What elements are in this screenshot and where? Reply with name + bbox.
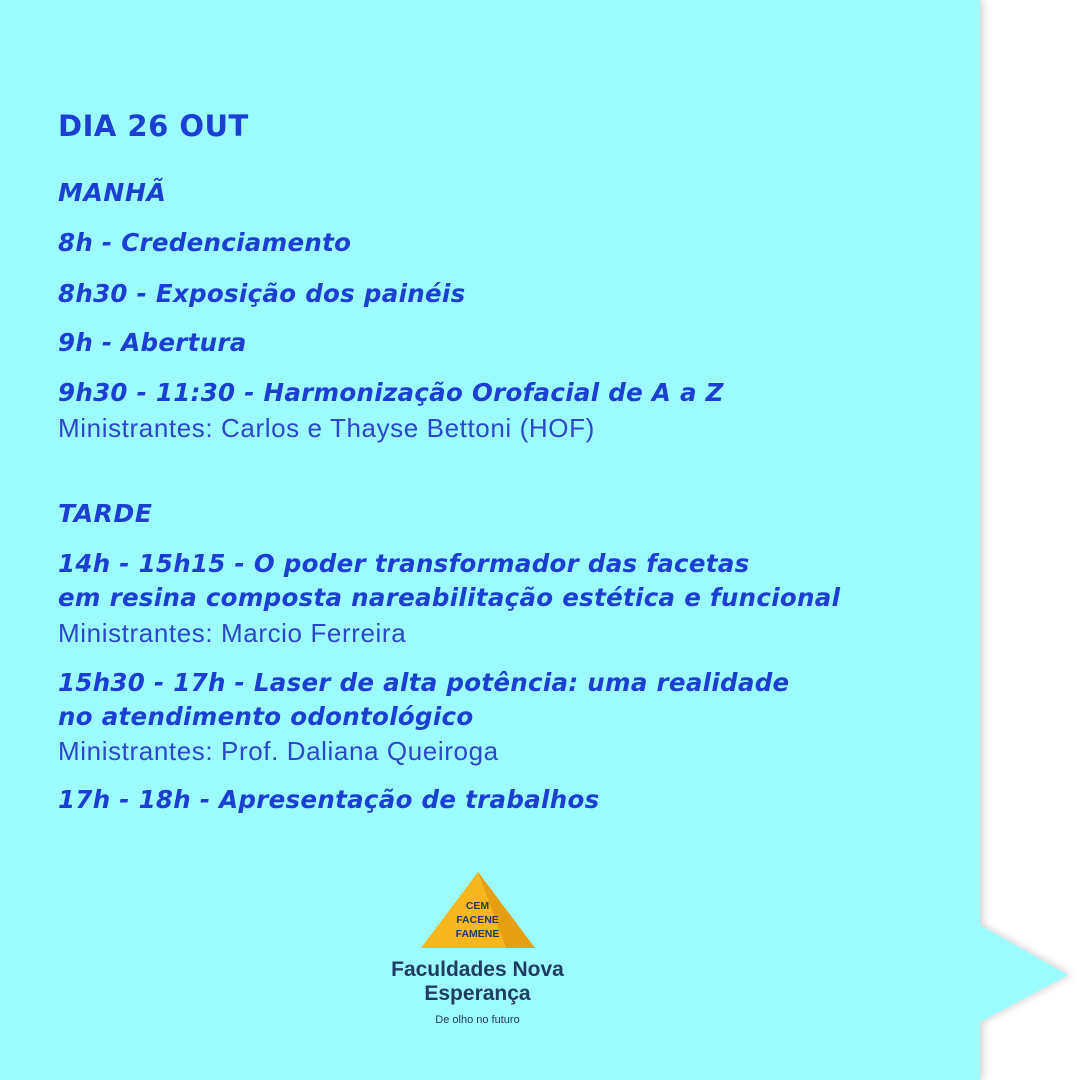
day-title: DIA 26 OUT — [58, 109, 249, 143]
pyramid-icon — [418, 870, 538, 950]
logo-name-line: Esperança — [424, 982, 531, 1005]
schedule-item: 9h30 - 11:30 - Harmonização Orofacial de A a Z — [58, 378, 724, 407]
logo-name-line: Faculdades Nova — [391, 958, 564, 981]
logo-triangle-text: FAMENE — [455, 928, 500, 940]
logo-slogan: De olho no futuro — [435, 1014, 520, 1026]
schedule-item: 14h - 15h15 - O poder transformador das facetas — [58, 549, 750, 578]
logo-name — [340, 958, 615, 1006]
logo-triangle-text: FACENE — [456, 914, 499, 926]
schedule-item: 9h - Abertura — [58, 328, 247, 357]
schedule-item: 8h - Credenciamento — [58, 228, 352, 257]
morning-label: MANHÃ — [58, 178, 167, 207]
schedule-item: 17h - 18h - Apresentação de trabalhos — [58, 785, 600, 814]
logo-triangle-text: CEM — [465, 900, 490, 912]
schedule-item: em resina composta nareabilitação estética e funcional — [58, 583, 841, 612]
schedule-item: 8h30 - Exposição dos painéis — [58, 279, 466, 308]
afternoon-label: TARDE — [58, 499, 153, 528]
schedule-item: no atendimento odontológico — [58, 702, 474, 731]
institution-logo — [340, 870, 615, 1026]
speaker-text: Ministrantes: Carlos e Thayse Bettoni (HOF) — [58, 413, 595, 443]
speaker-text: Ministrantes: Marcio Ferreira — [58, 618, 407, 648]
schedule-item: 15h30 - 17h - Laser de alta potência: uma realidade — [58, 668, 790, 697]
speaker-text: Ministrantes: Prof. Daliana Queiroga — [58, 736, 499, 766]
